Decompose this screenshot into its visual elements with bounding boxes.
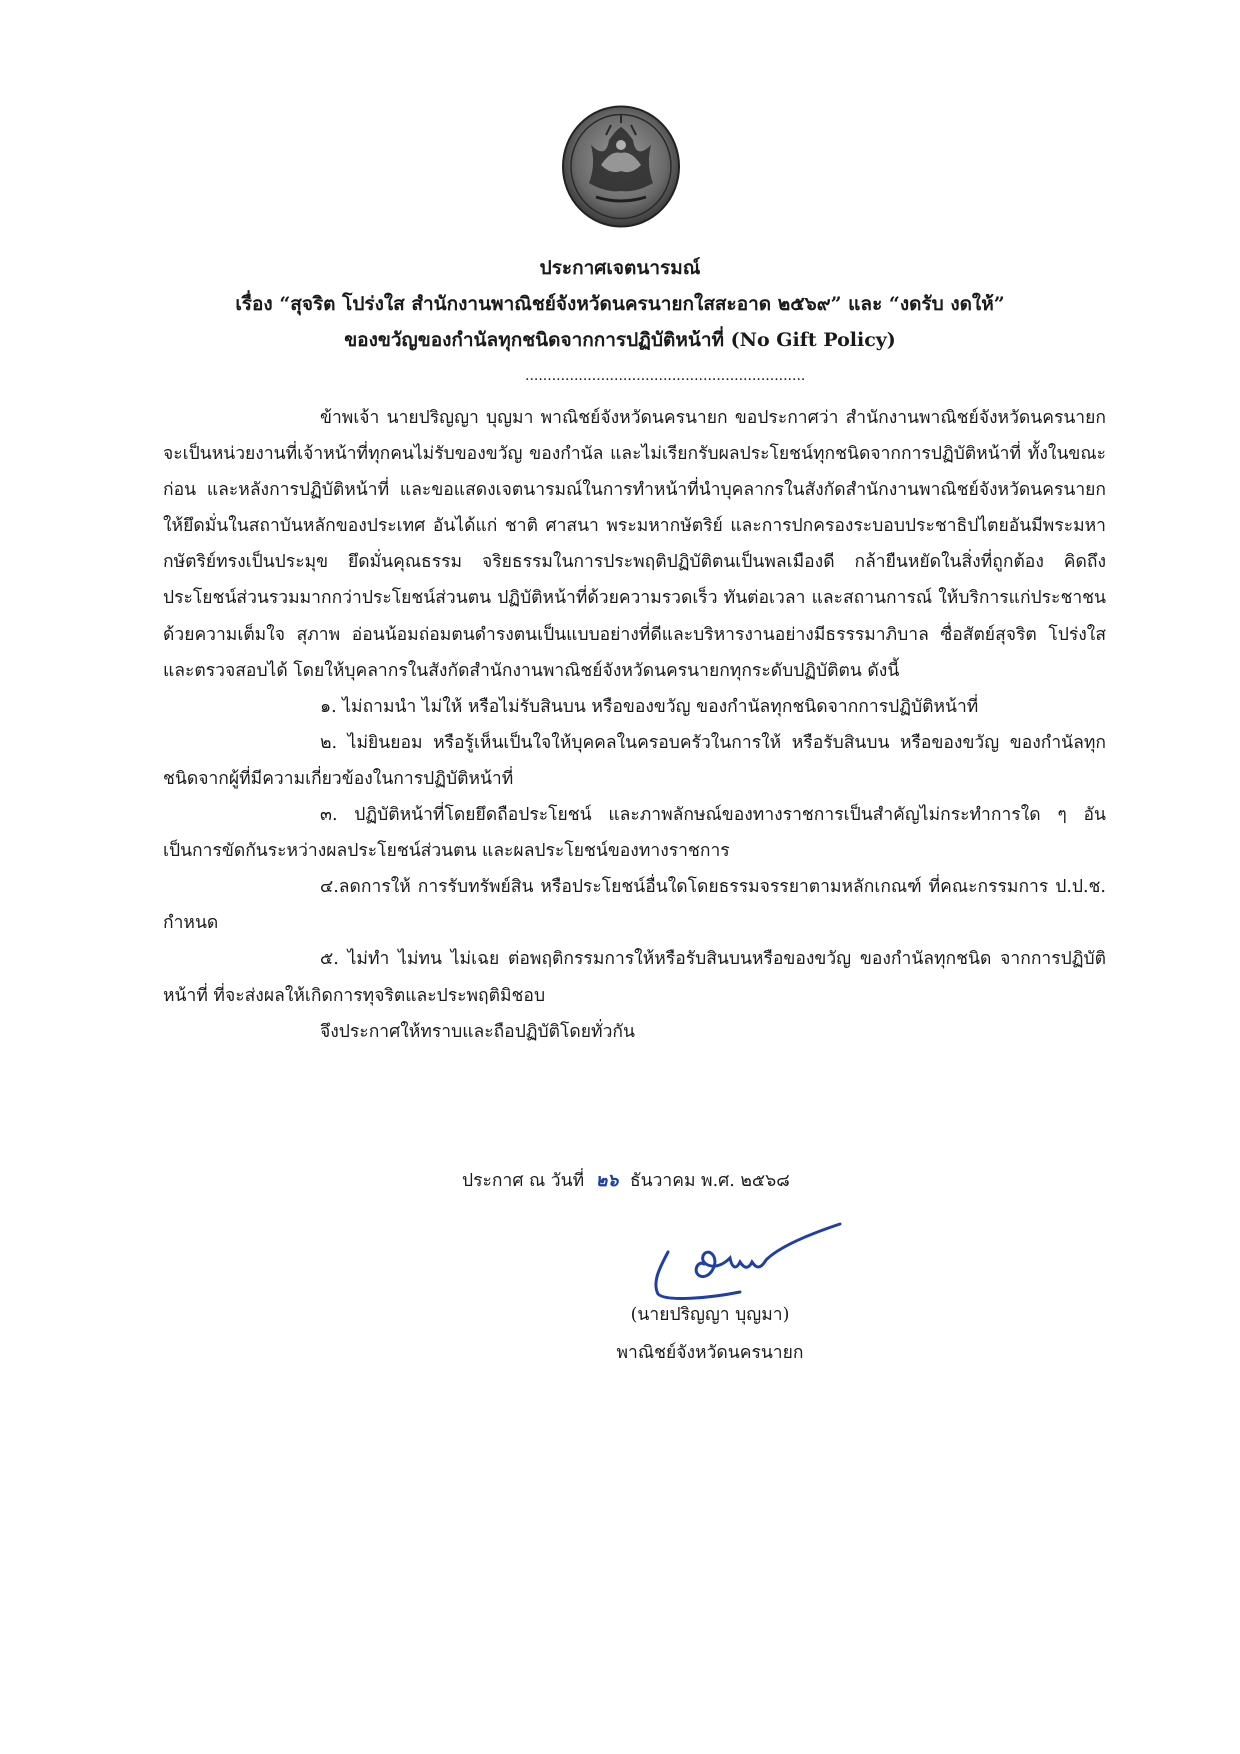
government-seal-emblem (561, 105, 681, 228)
announcement-title: ประกาศเจตนารมณ์ (539, 257, 701, 279)
announcement-subject-line-2: ของขวัญของกำนัลทุกชนิดจากการปฏิบัติหน้าที่ (No Gift Policy) (344, 329, 896, 351)
policy-item-2: ๒. ไม่ยินยอม หรือรู้เห็นเป็นใจให้บุคคลในครอบครัวในการให้ หรือรับสินบน หรือของขวัญ ของกำนัลทุกชนิดจากผู้ที่มีความเกี่ยวข้องในการปฏิบัติหน้าที่ (163, 732, 1106, 789)
announcement-heading (0, 250, 1240, 358)
policy-item-4: ๔.ลดการให้ การรับทรัพย์สิน หรือประโยชน์อื่นใดโดยธรรมจรรยาตามหลักเกณฑ์ ที่คณะกรรมการ ป.ป.ช. กำหนด (163, 877, 1106, 934)
policy-item-1: ๑. ไม่ถามนำ ไม่ให้ หรือไม่รับสินบน หรือของขวัญ ของกำนัลทุกชนิดจากการปฏิบัติหน้าที่ (320, 696, 979, 717)
closing-statement: จึงประกาศให้ทราบและถือปฏิบัติโดยทั่วกัน (320, 1021, 635, 1042)
intro-paragraph: ข้าพเจ้า นายปริญญา บุญมา พาณิชย์จังหวัดนครนายก ขอประกาศว่า สำนักงานพาณิชย์จังหวัดนครนายก จะเป็นหน่วยงานที่เจ้าหน้าที่ทุกคนไม่รับของขวัญ ของกำนัล และไม่เรียกรับผลประโยชน์ทุกชนิดจากการปฏิบัติหน้าที่ ทั้งในขณะ ก่อน และหลังการปฏิบัติหน้าที่ และขอแสดงเจตนารมณ์ในการทำหน้าที่นำบุคลากรในสังกัดสำนักงานพาณิชย์จังหวัดนครนายก ให้ยึดมั่นในสถาบันหลักของประเทศ อันได้แก่ ชาติ ศาสนา พระมหากษัตริย์ และการปกครองระบอบประชาธิปไตยอันมีพระมหากษัตริย์ทรงเป็นประมุข ยึดมั่นคุณธรรม จริยธรรมในการประพฤติปฏิบัติตนเป็นพลเมืองดี กล้ายืนหยัดในสิ่งที่ถูกต้อง คิดถึงประโยชน์ส่วนรวมมากกว่าประโยชน์ส่วนตน ปฏิบัติหน้าที่ด้วยความรวดเร็ว ทันต่อเวลา และสถานการณ์ ให้บริการแก่ประชาชน ด้วยความเต็มใจ สุภาพ อ่อนน้อมถ่อมตนดำรงตนเป็นแบบอย่างที่ดีและบริหารงานอย่างมีธรรรมาภิบาล ซื่อสัตย์สุจริต โปร่งใส และตรวจสอบได้ โดยให้บุคลากรในสังกัดสำนักงานพาณิชย์จังหวัดนครนายกทุกระดับปฏิบัติตน ดังนี้ (163, 408, 1106, 681)
announcement-date (462, 1163, 790, 1199)
date-day-handwritten: ๒๖ (595, 1171, 619, 1191)
announcement-subject-line-1: เรื่อง “สุจริต โปร่งใส สำนักงานพาณิชย์จังหวัดนครนายกใสสะอาด ๒๕๖๙” และ “งดรับ งดให้” (235, 293, 1005, 315)
announcement-body (163, 400, 1106, 1050)
policy-item-5: ๕. ไม่ทำ ไม่ทน ไม่เฉย ต่อพฤติกรรมการให้หรือรับสินบนหรือของขวัญ ของกำนัลทุกชนิด จากการปฏิบัติหน้าที่ ที่จะส่งผลให้เกิดการทุจริตและประพฤติมิชอบ (163, 949, 1106, 1006)
signer-position: พาณิชย์จังหวัดนครนายก (616, 1343, 804, 1363)
signer-block (560, 1296, 860, 1372)
date-prefix: ประกาศ ณ วันที่ (462, 1171, 585, 1191)
handwritten-signature (640, 1212, 855, 1307)
signer-name: (นายปริญญา บุญมา) (630, 1305, 790, 1325)
policy-item-3: ๓. ปฏิบัติหน้าที่โดยยึดถือประโยชน์ และภาพลักษณ์ของทางราชการเป็นสำคัญไม่กระทำการใด ๆ อันเป็นการขัดกันระหว่างผลประโยชน์ส่วนตน และผลประโยชน์ของทางราชการ (163, 805, 1106, 862)
dotted-separator: ............................................................... (525, 368, 806, 384)
date-suffix: ธันวาคม พ.ศ. ๒๕๖๘ (629, 1171, 790, 1191)
